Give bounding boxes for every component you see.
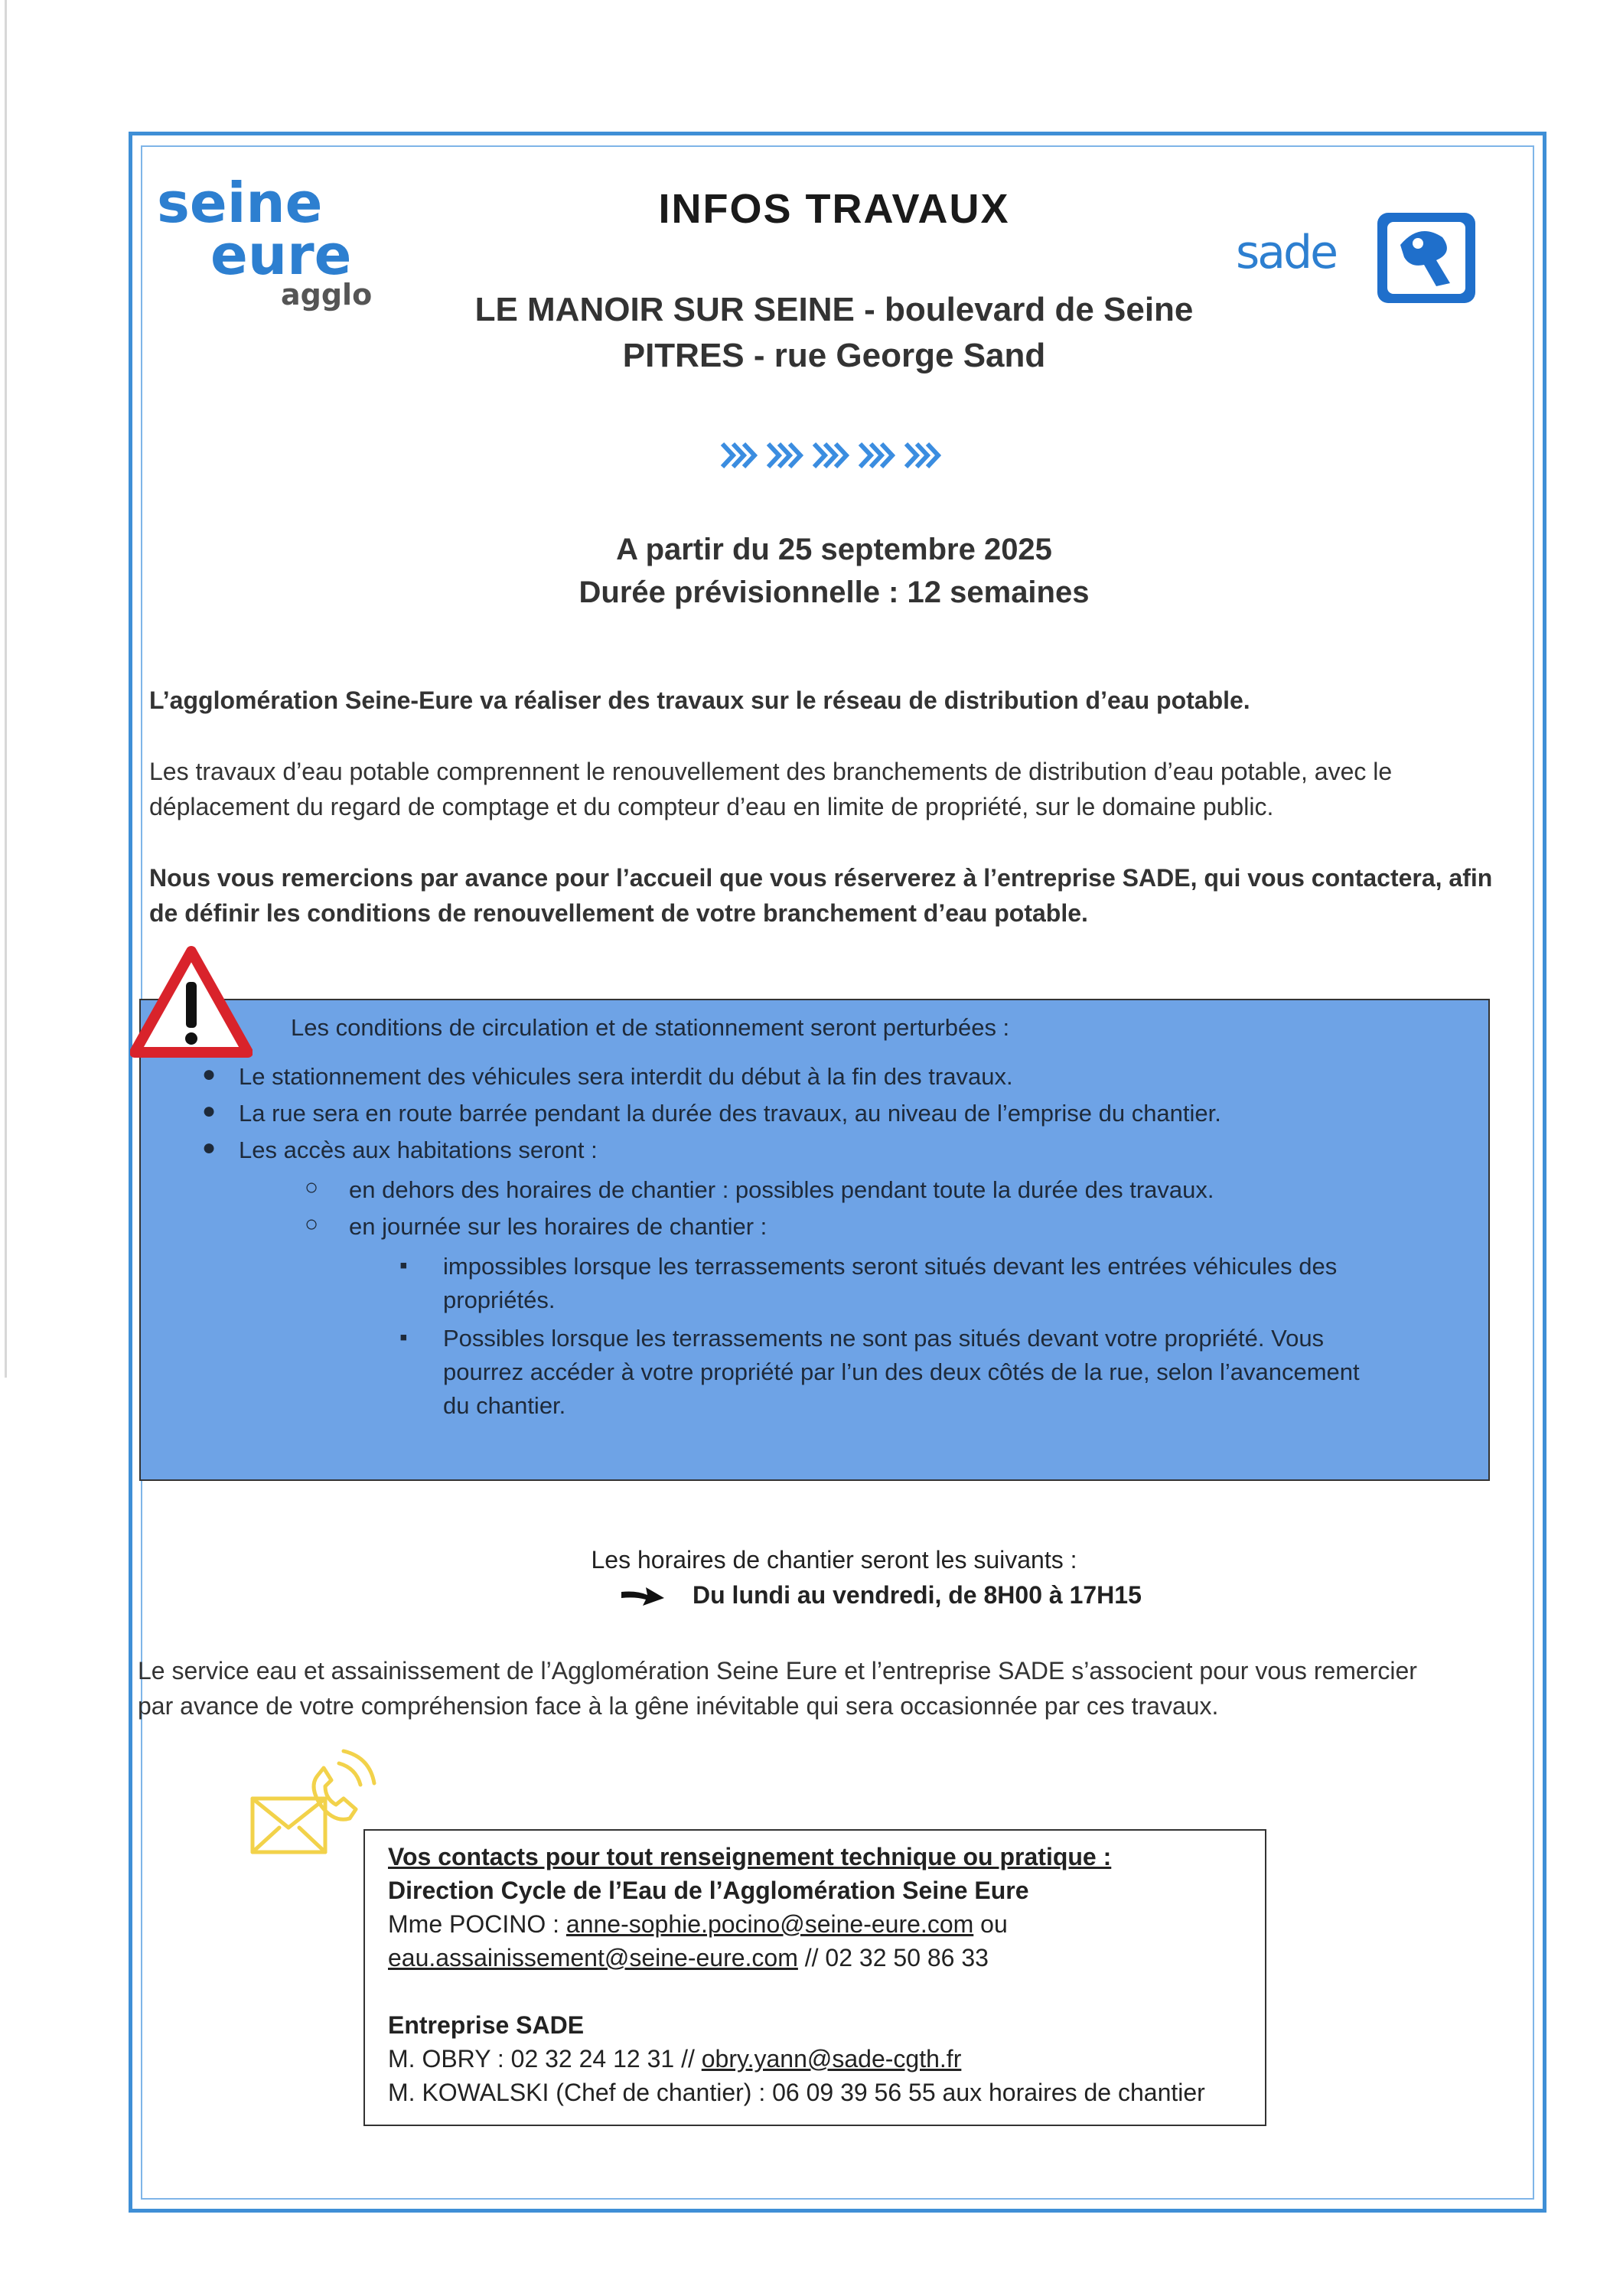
contact-obry-label: M. OBRY : 02 32 24 12 31 //: [388, 2045, 702, 2073]
location-line-1: LE MANOIR SUR SEINE - boulevard de Seine: [474, 291, 1194, 328]
sub-bullet-icon: ○: [305, 1175, 319, 1200]
traffic-bullet-2: La rue sera en route barrée pendant la durée des travaux, au niveau de l’emprise du chantier.: [239, 1100, 1221, 1127]
contacts-box: [363, 1829, 1266, 2126]
bullet-icon: ●: [202, 1062, 217, 1087]
bullet-icon: ●: [202, 1135, 217, 1160]
thanks-line-2: par avance de votre compréhension face à la gêne inévitable qui sera occasionnée par ces travaux.: [138, 1692, 1219, 1720]
start-date: A partir du 25 septembre 2025: [616, 533, 1052, 566]
logo-text-eure: eure: [210, 223, 352, 287]
chevrons-divider-icon: [719, 436, 949, 475]
mail-phone-icon: [249, 1745, 383, 1860]
traffic-detail-2-line-1: Possibles lorsque les terrassements ne sont pas situés devant votre propriété. Vous: [443, 1325, 1325, 1352]
traffic-bullet-3: Les accès aux habitations seront :: [239, 1137, 598, 1163]
contact-org-1: Direction Cycle de l’Eau de l’Agglomération Seine Eure: [388, 1877, 1029, 1904]
traffic-sub-bullet-2: en journée sur les horaires de chantier :: [349, 1213, 768, 1240]
traffic-conditions-box: [139, 999, 1490, 1481]
logo-text-seine: seine: [157, 171, 323, 235]
intro-paragraph-1: L’agglomération Seine-Eure va réaliser des travaux sur le réseau de distribution d’eau potable.: [149, 687, 1250, 714]
thanks-line-1: Le service eau et assainissement de l’Agglomération Seine Eure et l’entreprise SADE s’associent pour vous remercier: [138, 1657, 1417, 1684]
logo-text-agglo: agglo: [281, 278, 373, 311]
page-title: INFOS TRAVAUX: [658, 186, 1010, 232]
email-link-pocino[interactable]: anne-sophie.pocino@seine-eure.com: [565, 1910, 974, 1938]
intro-paragraph-2-line-1: Les travaux d’eau potable comprennent le renouvellement des branchements de distribution d’eau potable, avec le: [149, 758, 1393, 785]
contacts-heading: Vos contacts pour tout renseignement technique ou pratique :: [388, 1843, 1112, 1870]
traffic-detail-2-line-3: du chantier.: [443, 1392, 566, 1419]
contact-pocino-suffix: ou: [973, 1910, 1008, 1938]
hours-value: Du lundi au vendredi, de 8H00 à 17H15: [693, 1581, 1142, 1609]
contact-pocino: [388, 1907, 1008, 1941]
hours-label: Les horaires de chantier seront les suivants :: [591, 1546, 1077, 1574]
scan-edge: [5, 0, 7, 1378]
contact-eau-assainissement: [388, 1941, 989, 1975]
email-link-obry[interactable]: obry.yann@sade-cgth.fr: [701, 2045, 962, 2073]
location-line-2: PITRES - rue George Sand: [622, 337, 1046, 374]
traffic-detail-1-line-1: impossibles lorsque les terrassements seront situés devant les entrées véhicules des: [443, 1253, 1338, 1280]
square-bullet-icon: ▪: [399, 1253, 408, 1278]
intro-paragraph-2-line-2: déplacement du regard de comptage et du compteur d’eau en limite de propriété, sur le domaine public.: [149, 793, 1274, 820]
intro-paragraph-3-line-2: de définir les conditions de renouvellement de votre branchement d’eau potable.: [149, 899, 1088, 927]
intro-paragraph-3-line-1: Nous vous remercions par avance pour l’accueil que vous réserverez à l’entreprise SADE, qui vous contactera, afin: [149, 864, 1493, 892]
duration: Durée prévisionnelle : 12 semaines: [578, 576, 1090, 609]
arrow-right-icon: [620, 1584, 666, 1607]
contact-obry: [388, 2042, 961, 2076]
email-link-eau-assainissement[interactable]: eau.assainissement@seine-eure.com: [388, 1944, 798, 1971]
warning-triangle-icon: [130, 945, 253, 1060]
square-bullet-icon: ▪: [399, 1325, 408, 1350]
traffic-detail-2-line-2: pourrez accéder à votre propriété par l’un des deux côtés de la rue, selon l’avancement: [443, 1358, 1360, 1385]
contact-kowalski: M. KOWALSKI (Chef de chantier) : 06 09 39 56 55 aux horaires de chantier: [388, 2079, 1205, 2106]
traffic-heading: Les conditions de circulation et de stationnement seront perturbées :: [291, 1014, 1010, 1041]
traffic-bullet-1: Le stationnement des véhicules sera interdit du début à la fin des travaux.: [239, 1063, 1013, 1090]
contact-org-2: Entreprise SADE: [388, 2011, 585, 2039]
traffic-sub-bullet-1: en dehors des horaires de chantier : possibles pendant toute la durée des travaux.: [349, 1176, 1214, 1203]
sub-bullet-icon: ○: [305, 1212, 319, 1237]
traffic-detail-1-line-2: propriétés.: [443, 1287, 556, 1313]
contact-eau-phone: // 02 32 50 86 33: [797, 1944, 989, 1971]
sade-emblem-icon: [1377, 213, 1475, 303]
bullet-icon: ●: [202, 1098, 217, 1124]
sade-logo-text: sade: [1236, 226, 1337, 279]
contact-pocino-label: Mme POCINO :: [388, 1910, 566, 1938]
